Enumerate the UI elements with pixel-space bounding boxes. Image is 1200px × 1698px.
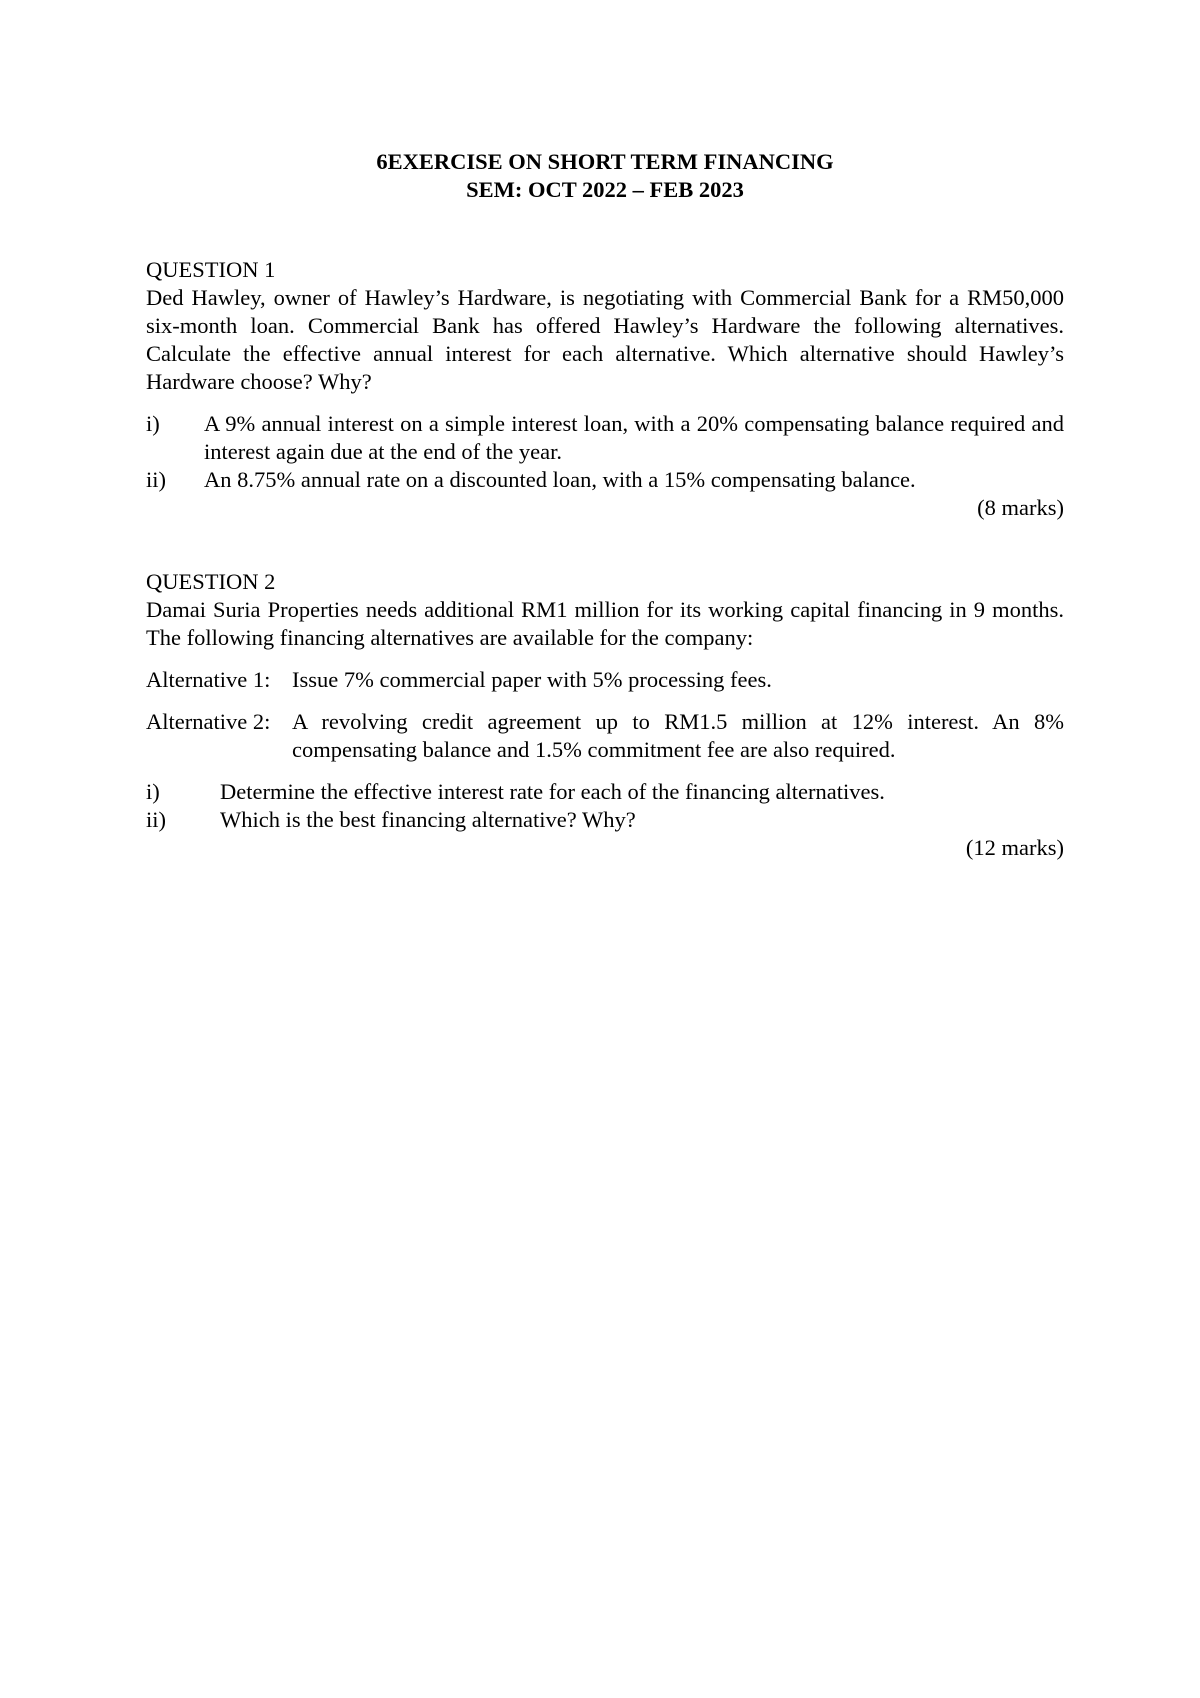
document-title: 6EXERCISE ON SHORT TERM FINANCING [376,149,834,174]
question-1 [146,256,1064,522]
semester-line: SEM: OCT 2022 – FEB 2023 [466,177,744,202]
question-1-marks: (8 marks) [977,495,1064,520]
alternative-2 [146,708,1064,764]
document-page [146,0,1064,1698]
item-number: ii) [146,467,166,492]
question-1-body: Ded Hawley, owner of Hawley’s Hardware, is negotiating with Commercial Bank for a RM50,000 six-month loan. Commercial Bank has offered Hawley’s Hardware the following alternatives. Calculate the effective annual interest for each alternative. Which alternative should Hawley’s Hardware choose? Why? [146,285,1064,394]
question-2-items [146,778,1064,834]
question-2-body: Damai Suria Properties needs additional RM1 million for its working capital financing in 9 months. The following financing alternatives are available for the company: [146,597,1064,650]
alternative-text: Issue 7% commercial paper with 5% processing fees. [292,667,772,692]
alternative-label: Alternative 2: [146,709,271,734]
alternative-text: A revolving credit agreement up to RM1.5 million at 12% interest. An 8% compensating balance and 1.5% commitment fee are also required. [292,709,1064,762]
item-text: Which is the best financing alternative? Why? [220,807,636,832]
list-item [146,806,1064,834]
list-item [146,466,1064,494]
question-1-title: QUESTION 1 [146,257,276,282]
list-item [146,778,1064,806]
item-number: i) [146,779,160,804]
question-2 [146,568,1064,862]
item-text: Determine the effective interest rate for each of the financing alternatives. [220,779,885,804]
alternative-1 [146,666,1064,694]
alternative-label: Alternative 1: [146,667,271,692]
item-text: An 8.75% annual rate on a discounted loan, with a 15% compensating balance. [204,467,916,492]
document-header [146,148,1064,204]
item-number: i) [146,411,160,436]
item-number: ii) [146,807,166,832]
question-2-marks: (12 marks) [965,835,1064,860]
item-text: A 9% annual interest on a simple interest loan, with a 20% compensating balance required and interest again due at the end of the year. [204,411,1064,464]
question-1-items [146,410,1064,494]
question-2-title: QUESTION 2 [146,569,276,594]
list-item [146,410,1064,466]
